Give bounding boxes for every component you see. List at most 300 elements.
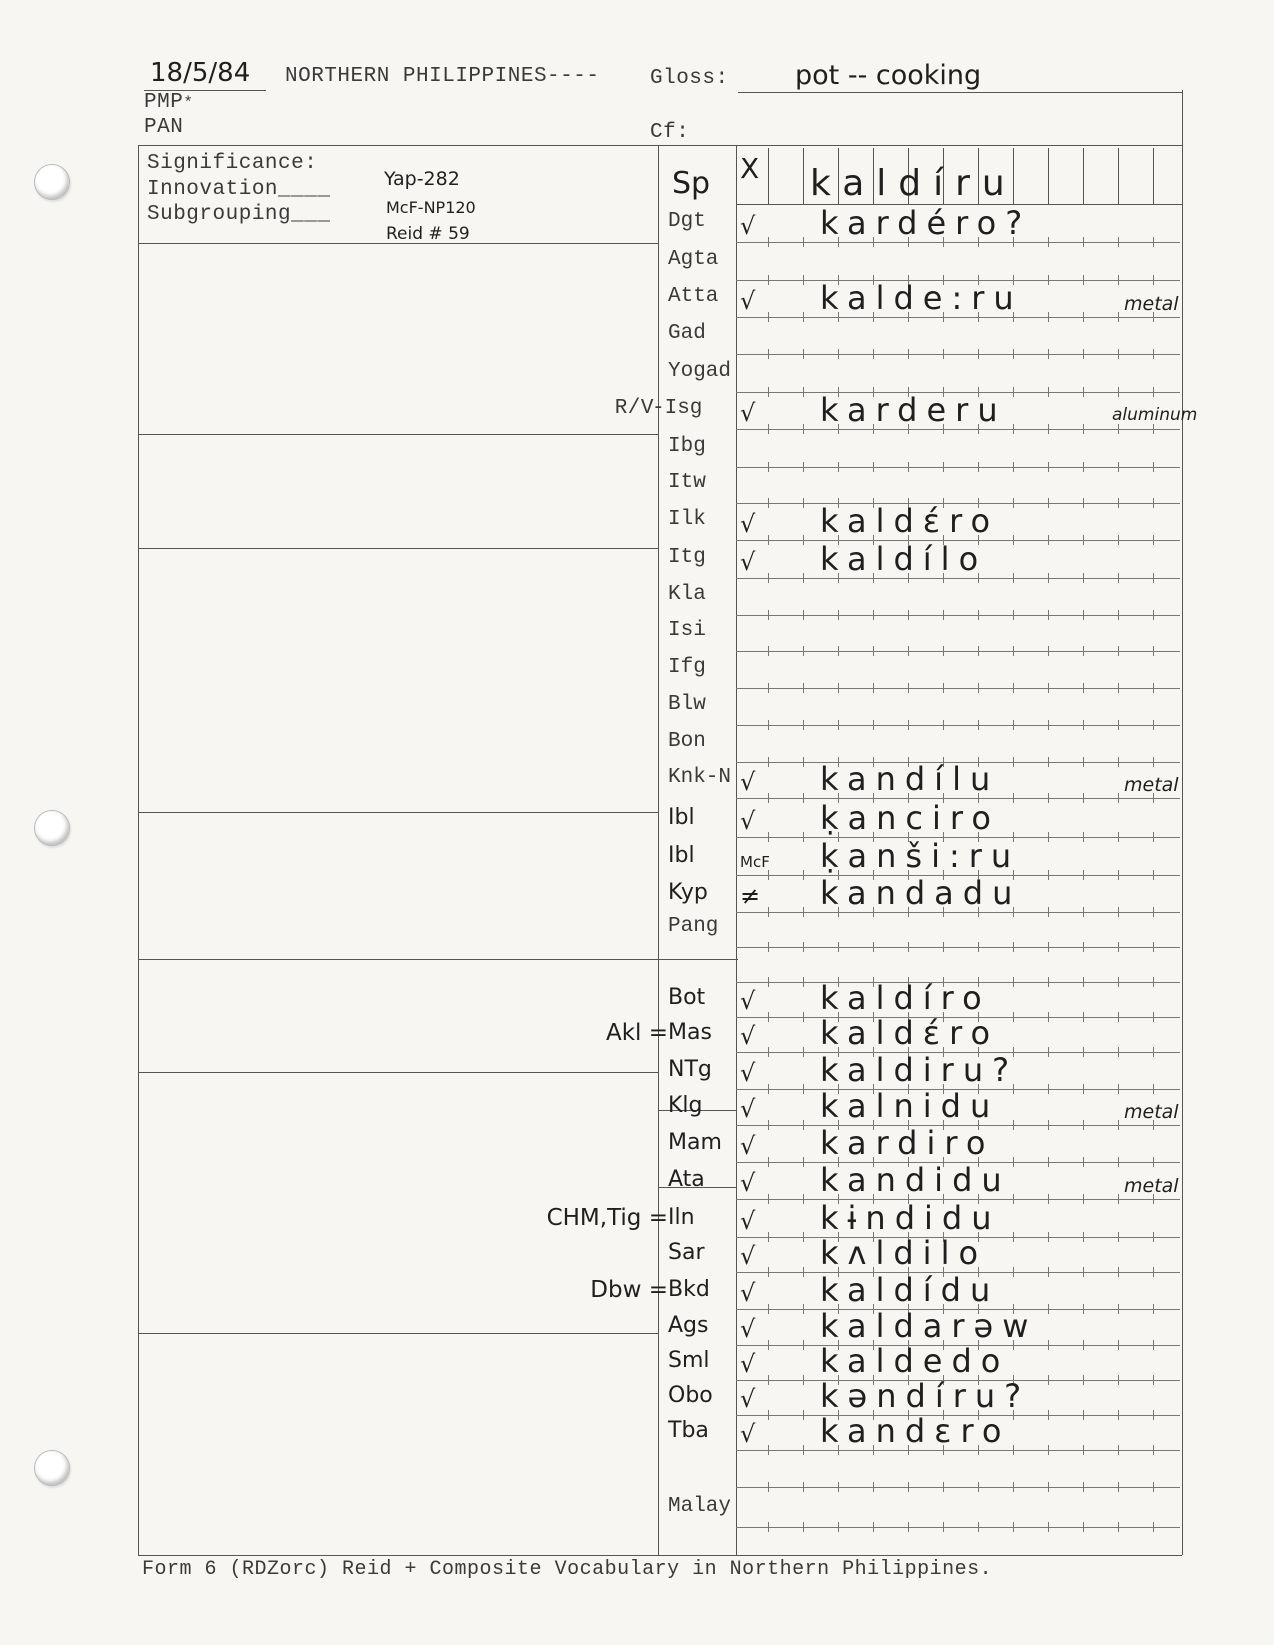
language-label: Ata: [668, 1167, 705, 1192]
reference-reid: Reid # 59: [386, 224, 470, 244]
row-tick: [768, 1445, 769, 1455]
row-tick: [1118, 1340, 1119, 1350]
section-divider: [138, 1072, 658, 1073]
row-tick: [1083, 424, 1084, 434]
language-label: Yogad: [668, 360, 732, 383]
cognate-mark: √: [740, 768, 756, 796]
row-tick: [1048, 1232, 1049, 1242]
row-tick: [768, 1047, 769, 1057]
row-tick: [1013, 1522, 1014, 1532]
row-tick: [1153, 573, 1154, 583]
row-tick: [1118, 1232, 1119, 1242]
row-tick: [1153, 1232, 1154, 1242]
row-tick: [873, 720, 874, 730]
proto-form: kaldíru: [810, 163, 1017, 204]
row-tick: [1013, 498, 1014, 508]
row-tick: [1048, 793, 1049, 803]
row-tick: [873, 462, 874, 472]
row-tick: [1153, 1267, 1154, 1277]
row-tick: [908, 1482, 909, 1492]
row-tick: [838, 349, 839, 359]
row-tick: [768, 907, 769, 917]
row-tick: [768, 1084, 769, 1094]
row-tick: [803, 573, 804, 583]
frame-bottom: [138, 1555, 1182, 1556]
row-tick: [1118, 573, 1119, 583]
date: 18/5/84: [150, 58, 251, 88]
row-tick: [908, 462, 909, 472]
row-tick: [1048, 757, 1049, 767]
cognate-mark: √: [740, 1207, 756, 1235]
cognate-form: kandílu: [820, 760, 1000, 798]
row-tick: [1083, 870, 1084, 880]
row-tick: [1048, 424, 1049, 434]
row-tick: [768, 1232, 769, 1242]
cognate-form: kaldέro: [820, 502, 1000, 540]
row-tick: [803, 1445, 804, 1455]
row-tick: [943, 1482, 944, 1492]
cognate-form: ḳanciro: [820, 799, 1000, 837]
language-prefix: Dbw =: [590, 1277, 668, 1303]
row-tick: [1118, 757, 1119, 767]
cognate-mark: √: [740, 1169, 756, 1197]
row-tick: [1083, 907, 1084, 917]
row-tick: [768, 1304, 769, 1314]
row-tick: [1083, 1194, 1084, 1204]
significance-title: Significance:: [147, 152, 318, 175]
gloss-underline: [738, 92, 1182, 93]
row-tick: [1118, 907, 1119, 917]
innovation-label: Innovation____: [147, 178, 331, 201]
row-tick: [768, 349, 769, 359]
row-tick: [768, 237, 769, 247]
row-tick: [768, 275, 769, 285]
row-tick: [1048, 1084, 1049, 1094]
proto-cell-divider: [1083, 148, 1084, 204]
cognate-form: kardéro?: [820, 204, 1032, 242]
binder-hole-bottom: [34, 1450, 70, 1486]
row-tick: [1083, 610, 1084, 620]
row-tick: [1153, 535, 1154, 545]
row-tick: [1013, 1012, 1014, 1022]
row-tick: [768, 870, 769, 880]
cognate-form: kaldílo: [820, 540, 988, 578]
language-prefix: Akl =: [605, 1020, 668, 1046]
row-tick: [1013, 1120, 1014, 1130]
row-tick: [1153, 646, 1154, 656]
cognate-form: kaldiru?: [820, 1051, 1019, 1089]
row-tick: [1118, 275, 1119, 285]
row-tick: [1083, 535, 1084, 545]
row-tick: [803, 1267, 804, 1277]
row-tick: [908, 942, 909, 952]
row-tick: [1153, 1445, 1154, 1455]
row-tick: [1013, 1194, 1014, 1204]
language-label: Ifg: [668, 656, 706, 679]
cognate-form: kʌldilo: [820, 1234, 988, 1272]
language-label: Gad: [668, 322, 706, 345]
row-tick: [1083, 1304, 1084, 1314]
row-tick: [1153, 1410, 1154, 1420]
row-tick: [1083, 462, 1084, 472]
row-tick: [803, 535, 804, 545]
row-tick: [1013, 793, 1014, 803]
row-tick: [873, 683, 874, 693]
row-tick: [1153, 275, 1154, 285]
row-tick: [803, 1410, 804, 1420]
row-tick: [1118, 1194, 1119, 1204]
row-tick: [1153, 720, 1154, 730]
row-tick: [768, 610, 769, 620]
row-tick: [1083, 1340, 1084, 1350]
language-label: -Isg: [652, 397, 703, 420]
row-tick: [1083, 498, 1084, 508]
row-tick: [1153, 870, 1154, 880]
cognate-mark: √: [740, 1022, 756, 1050]
row-tick: [1083, 757, 1084, 767]
row-tick: [1013, 942, 1014, 952]
language-label: Atta: [668, 285, 719, 308]
row-tick: [1083, 1410, 1084, 1420]
form-note: aluminum: [1112, 405, 1198, 425]
language-label: Isi: [668, 619, 706, 642]
row-tick: [1118, 349, 1119, 359]
language-prefix: CHM,Tig =: [546, 1205, 668, 1231]
proto-cell-divider: [768, 148, 769, 204]
row-tick: [1083, 237, 1084, 247]
language-label: Itg: [668, 546, 706, 569]
cognate-mark: McF: [740, 853, 770, 871]
row-tick: [1118, 610, 1119, 620]
row-tick: [1048, 1410, 1049, 1420]
row-tick: [1013, 1157, 1014, 1167]
row-tick: [1083, 1232, 1084, 1242]
cognate-form: kәndíru?: [820, 1377, 1031, 1415]
row-tick: [1048, 907, 1049, 917]
section-divider: [138, 1333, 658, 1334]
language-label: Agta: [668, 248, 719, 271]
language-label: Pang: [668, 915, 719, 938]
row-tick: [1118, 498, 1119, 508]
language-label: Itw: [668, 471, 706, 494]
row-tick: [768, 977, 769, 987]
row-tick: [768, 498, 769, 508]
row-tick: [1083, 312, 1084, 322]
row-tick: [1118, 424, 1119, 434]
row-tick: [768, 1157, 769, 1167]
row-tick: [1048, 1375, 1049, 1385]
gloss-label: Gloss:: [650, 67, 729, 90]
row-tick: [1153, 349, 1154, 359]
cognate-mark: √: [740, 1095, 756, 1123]
language-label: Obo: [668, 1383, 713, 1408]
form-note: metal: [1124, 1101, 1179, 1123]
row-tick: [768, 720, 769, 730]
row-tick: [1083, 832, 1084, 842]
row-tick: [768, 646, 769, 656]
row-tick: [1013, 573, 1014, 583]
row-tick: [803, 1340, 804, 1350]
form-footer: Form 6 (RDZorc) Reid + Composite Vocabulary in Northern Philippines.: [142, 1558, 993, 1581]
row-tick: [768, 1012, 769, 1022]
row-tick: [1013, 535, 1014, 545]
language-label: Mas: [668, 1020, 712, 1045]
row-tick: [803, 349, 804, 359]
row-tick: [1118, 1522, 1119, 1532]
row-tick: [803, 870, 804, 880]
row-tick: [1118, 387, 1119, 397]
row-tick: [803, 1194, 804, 1204]
row-tick: [838, 462, 839, 472]
cognate-mark: √: [740, 1385, 756, 1413]
row-tick: [1153, 237, 1154, 247]
row-tick: [1118, 870, 1119, 880]
row-tick: [768, 793, 769, 803]
reference-yap: Yap-282: [384, 168, 460, 190]
cognate-mark: √: [740, 548, 756, 576]
row-tick: [1083, 683, 1084, 693]
row-tick: [1048, 870, 1049, 880]
row-tick: [1118, 832, 1119, 842]
row-tick: [943, 1522, 944, 1532]
row-tick: [803, 1120, 804, 1130]
gloss-value: pot -- cooking: [795, 60, 982, 91]
proto-cell-divider: [803, 148, 804, 204]
row-tick: [1013, 1267, 1014, 1277]
row-tick: [943, 349, 944, 359]
cognate-mark: √: [740, 287, 756, 315]
row-tick: [1048, 1047, 1049, 1057]
row-tick: [873, 942, 874, 952]
row-tick: [1153, 942, 1154, 952]
row-tick: [803, 1232, 804, 1242]
cognate-mark: √: [740, 807, 756, 835]
row-tick: [1048, 1522, 1049, 1532]
row-tick: [1013, 462, 1014, 472]
frame-top: [138, 145, 1182, 146]
row-tick: [1153, 1157, 1154, 1167]
row-tick: [768, 1194, 769, 1204]
row-tick: [1083, 1445, 1084, 1455]
row-tick: [838, 720, 839, 730]
row-tick: [803, 683, 804, 693]
row-tick: [978, 720, 979, 730]
cognate-form: kalnidu: [820, 1087, 1000, 1125]
row-tick: [978, 462, 979, 472]
row-tick: [1118, 1157, 1119, 1167]
row-tick: [1118, 1304, 1119, 1314]
row-tick: [1083, 1482, 1084, 1492]
language-label: Kyp: [668, 880, 708, 905]
row-tick: [803, 462, 804, 472]
row-tick: [1013, 424, 1014, 434]
row-tick: [768, 424, 769, 434]
row-tick: [1013, 387, 1014, 397]
row-tick: [768, 535, 769, 545]
language-label: Bot: [668, 985, 706, 1010]
cf-box-right: [1182, 90, 1183, 146]
row-tick: [803, 275, 804, 285]
cf-label: Cf:: [650, 121, 690, 144]
row-tick: [1013, 610, 1014, 620]
row-tick: [943, 462, 944, 472]
language-label: Mam: [668, 1130, 722, 1155]
row-tick: [803, 237, 804, 247]
row-tick: [943, 610, 944, 620]
row-tick: [978, 1522, 979, 1532]
row-tick: [768, 1267, 769, 1277]
row-tick: [1153, 610, 1154, 620]
row-tick: [768, 1410, 769, 1420]
proto-cell-divider: [1118, 148, 1119, 204]
row-tick: [1013, 1232, 1014, 1242]
row-tick: [803, 720, 804, 730]
cognate-mark: √: [740, 1059, 756, 1087]
row-tick: [768, 1482, 769, 1492]
row-tick: [803, 610, 804, 620]
binder-hole-middle: [34, 810, 70, 846]
row-tick: [873, 610, 874, 620]
row-tick: [1048, 832, 1049, 842]
row-tick: [1118, 977, 1119, 987]
row-tick: [1118, 1445, 1119, 1455]
row-tick: [1083, 942, 1084, 952]
row-tick: [1118, 1120, 1119, 1130]
row-tick: [768, 312, 769, 322]
row-tick: [1083, 1012, 1084, 1022]
row-tick: [1013, 646, 1014, 656]
row-tick: [768, 1522, 769, 1532]
proto-mark: X: [740, 152, 760, 185]
reference-mcf: McF-NP120: [386, 198, 476, 217]
row-tick: [1048, 237, 1049, 247]
cognate-mark: √: [740, 1315, 756, 1343]
pmp-label: PMP*: [144, 91, 194, 114]
row-tick: [768, 387, 769, 397]
row-tick: [838, 646, 839, 656]
language-label: Sar: [668, 1240, 705, 1265]
row-tick: [978, 349, 979, 359]
language-label: Klg: [668, 1093, 703, 1118]
row-tick: [1118, 1047, 1119, 1057]
row-tick: [1083, 573, 1084, 583]
row-tick: [1153, 1482, 1154, 1492]
row-tick: [803, 907, 804, 917]
row-tick: [1153, 757, 1154, 767]
row-tick: [1118, 720, 1119, 730]
row-tick: [803, 1304, 804, 1314]
section-divider: [138, 959, 738, 960]
row-tick: [768, 1375, 769, 1385]
row-tick: [1048, 535, 1049, 545]
cognate-form: karderu: [820, 391, 1007, 429]
row-tick: [1153, 1375, 1154, 1385]
row-tick: [1013, 1445, 1014, 1455]
cognate-form: kaldedo: [820, 1342, 1010, 1380]
row-tick: [1118, 1012, 1119, 1022]
language-label: Malay: [668, 1495, 732, 1518]
language-label: Kla: [668, 583, 706, 606]
row-tick: [1013, 720, 1014, 730]
row-tick: [803, 977, 804, 987]
language-label: Ags: [668, 1313, 709, 1338]
row-tick: [1083, 1120, 1084, 1130]
row-tick: [1153, 683, 1154, 693]
section-divider: [138, 812, 658, 813]
proto-label: Sp: [672, 166, 711, 201]
row-tick: [1048, 1267, 1049, 1277]
row-tick: [803, 793, 804, 803]
row-tick: [803, 1084, 804, 1094]
row-tick: [768, 1340, 769, 1350]
row-tick: [1083, 387, 1084, 397]
cognate-form: kaldíro: [820, 979, 991, 1017]
row-tick: [803, 1012, 804, 1022]
cognate-mark: √: [740, 510, 756, 538]
row-tick: [803, 646, 804, 656]
row-tick: [1153, 462, 1154, 472]
cognate-form: kaldέro: [820, 1014, 1000, 1052]
row-tick: [768, 942, 769, 952]
row-tick: [1048, 683, 1049, 693]
row-tick: [1083, 646, 1084, 656]
language-label: Ibg: [668, 435, 706, 458]
row-tick: [1048, 1340, 1049, 1350]
row-tick: [803, 832, 804, 842]
row-tick: [838, 1522, 839, 1532]
frame-right: [1182, 145, 1183, 1555]
pan-label: PAN: [144, 116, 184, 139]
row-tick: [803, 1522, 804, 1532]
row-tick: [978, 683, 979, 693]
row-tick: [768, 832, 769, 842]
language-label: Ilk: [668, 508, 706, 531]
row-tick: [1048, 1194, 1049, 1204]
row-tick: [803, 498, 804, 508]
cognate-form: kaldídu: [820, 1271, 1000, 1309]
row-tick: [803, 1375, 804, 1385]
row-tick: [908, 349, 909, 359]
row-tick: [873, 1522, 874, 1532]
cognate-mark: √: [740, 1350, 756, 1378]
language-label: Sml: [668, 1348, 710, 1373]
row-tick: [873, 349, 874, 359]
form-note: metal: [1124, 1175, 1179, 1197]
section-divider: [138, 548, 658, 549]
row-tick: [1013, 1482, 1014, 1492]
form-note: metal: [1124, 774, 1179, 796]
row-tick: [1153, 1522, 1154, 1532]
row-tick: [978, 610, 979, 620]
row-tick: [1153, 977, 1154, 987]
row-tick: [768, 757, 769, 767]
cognate-form: ḳanši:ru: [820, 837, 1021, 875]
row-tick: [908, 646, 909, 656]
row-tick: [1153, 1304, 1154, 1314]
row-tick: [1153, 907, 1154, 917]
row-tick: [1083, 720, 1084, 730]
language-label: Tba: [668, 1418, 709, 1443]
section-divider: [138, 434, 658, 435]
row-tick: [1118, 312, 1119, 322]
row-tick: [768, 683, 769, 693]
row-tick: [1153, 1340, 1154, 1350]
row-tick: [1118, 1410, 1119, 1420]
row-tick: [943, 720, 944, 730]
frame-left: [138, 145, 139, 1555]
row-tick: [768, 462, 769, 472]
cognate-mark: √: [740, 1279, 756, 1307]
